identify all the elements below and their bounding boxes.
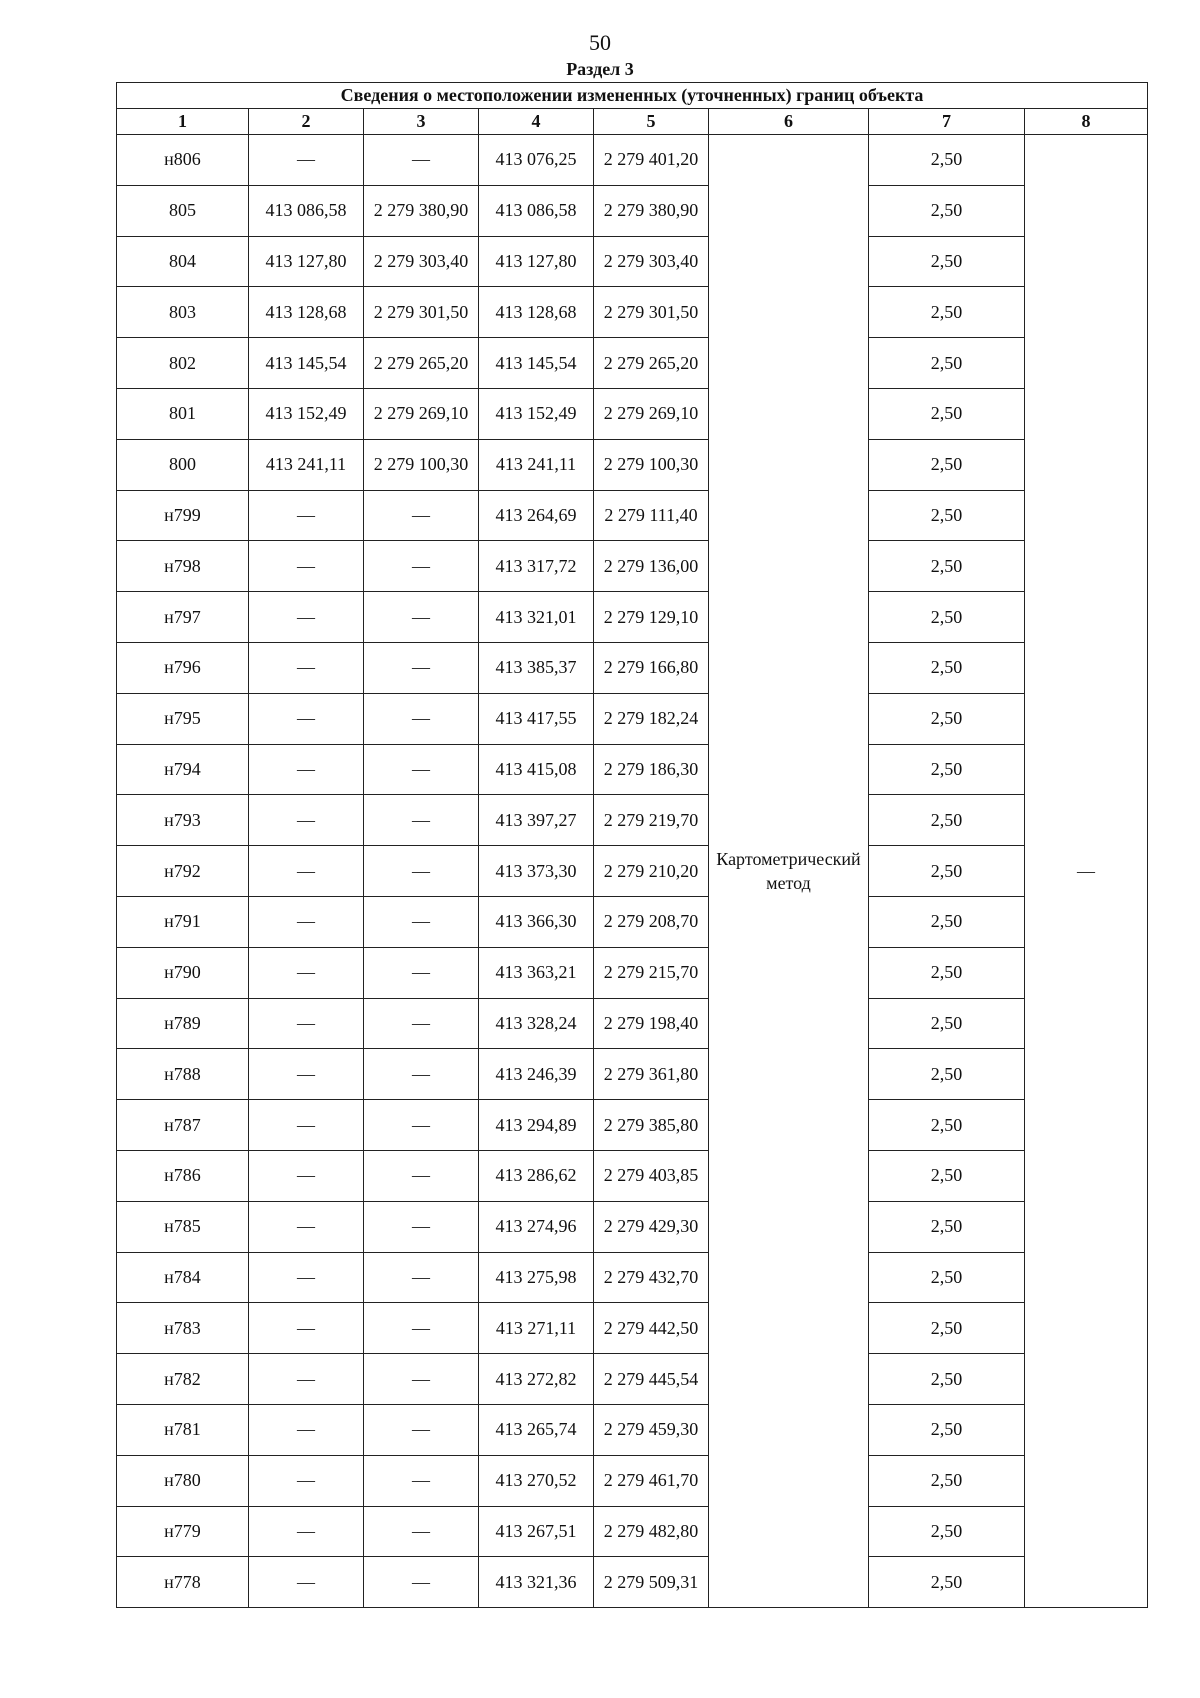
existing-x-cell: — bbox=[249, 1252, 364, 1303]
new-x-cell: 413 366,30 bbox=[479, 896, 594, 947]
accuracy-cell: 2,50 bbox=[869, 338, 1025, 389]
new-x-cell: 413 397,27 bbox=[479, 795, 594, 846]
new-y-cell: 2 279 461,70 bbox=[594, 1455, 709, 1506]
new-y-cell: 2 279 136,00 bbox=[594, 541, 709, 592]
new-x-cell: 413 267,51 bbox=[479, 1506, 594, 1557]
column-number-header: 7 bbox=[869, 109, 1025, 135]
new-y-cell: 2 279 432,70 bbox=[594, 1252, 709, 1303]
table-row bbox=[117, 896, 1148, 947]
point-number-cell: н794 bbox=[117, 744, 249, 795]
existing-x-cell: — bbox=[249, 1100, 364, 1151]
new-y-cell: 2 279 361,80 bbox=[594, 1049, 709, 1100]
accuracy-cell: 2,50 bbox=[869, 693, 1025, 744]
new-y-cell: 2 279 182,24 bbox=[594, 693, 709, 744]
existing-y-cell: — bbox=[364, 744, 479, 795]
existing-x-cell: — bbox=[249, 1404, 364, 1455]
new-y-cell: 2 279 269,10 bbox=[594, 388, 709, 439]
new-y-cell: 2 279 186,30 bbox=[594, 744, 709, 795]
existing-x-cell: 413 152,49 bbox=[249, 388, 364, 439]
accuracy-cell: 2,50 bbox=[869, 592, 1025, 643]
table-row bbox=[117, 693, 1148, 744]
existing-x-cell: — bbox=[249, 795, 364, 846]
existing-x-cell: — bbox=[249, 490, 364, 541]
new-y-cell: 2 279 403,85 bbox=[594, 1150, 709, 1201]
point-number-cell: н780 bbox=[117, 1455, 249, 1506]
new-x-cell: 413 317,72 bbox=[479, 541, 594, 592]
accuracy-cell: 2,50 bbox=[869, 1303, 1025, 1354]
point-number-cell: н783 bbox=[117, 1303, 249, 1354]
accuracy-cell: 2,50 bbox=[869, 1201, 1025, 1252]
new-y-cell: 2 279 301,50 bbox=[594, 287, 709, 338]
table-row bbox=[117, 439, 1148, 490]
table-row bbox=[117, 338, 1148, 389]
new-x-cell: 413 265,74 bbox=[479, 1404, 594, 1455]
column-number-header: 6 bbox=[709, 109, 869, 135]
new-x-cell: 413 321,36 bbox=[479, 1557, 594, 1608]
existing-x-cell: — bbox=[249, 1506, 364, 1557]
table-row bbox=[117, 998, 1148, 1049]
column8-cell: — bbox=[1025, 135, 1148, 1608]
existing-y-cell: 2 279 269,10 bbox=[364, 388, 479, 439]
existing-x-cell: — bbox=[249, 1049, 364, 1100]
accuracy-cell: 2,50 bbox=[869, 1150, 1025, 1201]
point-number-cell: н806 bbox=[117, 135, 249, 186]
point-number-cell: н792 bbox=[117, 846, 249, 897]
existing-y-cell: — bbox=[364, 1252, 479, 1303]
existing-x-cell: — bbox=[249, 1201, 364, 1252]
point-number-cell: н786 bbox=[117, 1150, 249, 1201]
new-y-cell: 2 279 459,30 bbox=[594, 1404, 709, 1455]
new-x-cell: 413 385,37 bbox=[479, 642, 594, 693]
existing-x-cell: — bbox=[249, 896, 364, 947]
accuracy-cell: 2,50 bbox=[869, 236, 1025, 287]
existing-x-cell: — bbox=[249, 947, 364, 998]
new-y-cell: 2 279 401,20 bbox=[594, 135, 709, 186]
accuracy-cell: 2,50 bbox=[869, 1557, 1025, 1608]
column-numbers-row bbox=[117, 109, 1148, 135]
existing-y-cell: — bbox=[364, 1201, 479, 1252]
point-number-cell: 801 bbox=[117, 388, 249, 439]
point-number-cell: н782 bbox=[117, 1354, 249, 1405]
new-y-cell: 2 279 219,70 bbox=[594, 795, 709, 846]
existing-y-cell: — bbox=[364, 642, 479, 693]
existing-y-cell: — bbox=[364, 592, 479, 643]
existing-y-cell: — bbox=[364, 1506, 479, 1557]
table-caption: Сведения о местоположении измененных (уточненных) границ объекта bbox=[117, 83, 1148, 109]
new-x-cell: 413 145,54 bbox=[479, 338, 594, 389]
existing-x-cell: — bbox=[249, 1455, 364, 1506]
table-row bbox=[117, 1201, 1148, 1252]
new-y-cell: 2 279 208,70 bbox=[594, 896, 709, 947]
point-number-cell: н796 bbox=[117, 642, 249, 693]
point-number-cell: н791 bbox=[117, 896, 249, 947]
new-x-cell: 413 417,55 bbox=[479, 693, 594, 744]
table-row bbox=[117, 1049, 1148, 1100]
existing-y-cell: 2 279 380,90 bbox=[364, 185, 479, 236]
table-row bbox=[117, 185, 1148, 236]
existing-x-cell: — bbox=[249, 1557, 364, 1608]
existing-y-cell: 2 279 265,20 bbox=[364, 338, 479, 389]
existing-x-cell: — bbox=[249, 642, 364, 693]
table-row bbox=[117, 592, 1148, 643]
accuracy-cell: 2,50 bbox=[869, 1100, 1025, 1151]
table-row bbox=[117, 795, 1148, 846]
new-y-cell: 2 279 442,50 bbox=[594, 1303, 709, 1354]
new-y-cell: 2 279 385,80 bbox=[594, 1100, 709, 1151]
existing-y-cell: — bbox=[364, 1100, 479, 1151]
existing-x-cell: — bbox=[249, 846, 364, 897]
existing-x-cell: — bbox=[249, 998, 364, 1049]
existing-x-cell: — bbox=[249, 541, 364, 592]
point-number-cell: н789 bbox=[117, 998, 249, 1049]
new-y-cell: 2 279 215,70 bbox=[594, 947, 709, 998]
new-x-cell: 413 270,52 bbox=[479, 1455, 594, 1506]
new-y-cell: 2 279 429,30 bbox=[594, 1201, 709, 1252]
existing-x-cell: 413 241,11 bbox=[249, 439, 364, 490]
table-row bbox=[117, 1404, 1148, 1455]
point-number-cell: н779 bbox=[117, 1506, 249, 1557]
column-number-header: 5 bbox=[594, 109, 709, 135]
table-row bbox=[117, 1354, 1148, 1405]
new-x-cell: 413 128,68 bbox=[479, 287, 594, 338]
new-y-cell: 2 279 210,20 bbox=[594, 846, 709, 897]
existing-x-cell: — bbox=[249, 1303, 364, 1354]
accuracy-cell: 2,50 bbox=[869, 1049, 1025, 1100]
accuracy-cell: 2,50 bbox=[869, 1506, 1025, 1557]
point-number-cell: н778 bbox=[117, 1557, 249, 1608]
accuracy-cell: 2,50 bbox=[869, 744, 1025, 795]
accuracy-cell: 2,50 bbox=[869, 896, 1025, 947]
table-row bbox=[117, 1100, 1148, 1151]
method-cell: Картометрический метод bbox=[709, 135, 869, 1608]
table-row bbox=[117, 1557, 1148, 1608]
new-y-cell: 2 279 100,30 bbox=[594, 439, 709, 490]
existing-y-cell: — bbox=[364, 1150, 479, 1201]
point-number-cell: н799 bbox=[117, 490, 249, 541]
new-x-cell: 413 415,08 bbox=[479, 744, 594, 795]
new-x-cell: 413 272,82 bbox=[479, 1354, 594, 1405]
table-row bbox=[117, 846, 1148, 897]
accuracy-cell: 2,50 bbox=[869, 439, 1025, 490]
new-y-cell: 2 279 482,80 bbox=[594, 1506, 709, 1557]
existing-y-cell: — bbox=[364, 693, 479, 744]
point-number-cell: н797 bbox=[117, 592, 249, 643]
new-x-cell: 413 241,11 bbox=[479, 439, 594, 490]
boundary-coordinates-table bbox=[116, 82, 1148, 1608]
accuracy-cell: 2,50 bbox=[869, 287, 1025, 338]
existing-x-cell: — bbox=[249, 135, 364, 186]
table-row bbox=[117, 287, 1148, 338]
existing-x-cell: — bbox=[249, 693, 364, 744]
existing-y-cell: — bbox=[364, 1404, 479, 1455]
point-number-cell: н787 bbox=[117, 1100, 249, 1151]
point-number-cell: 805 bbox=[117, 185, 249, 236]
new-x-cell: 413 271,11 bbox=[479, 1303, 594, 1354]
new-y-cell: 2 279 111,40 bbox=[594, 490, 709, 541]
column-number-header: 4 bbox=[479, 109, 594, 135]
table-row bbox=[117, 947, 1148, 998]
new-x-cell: 413 076,25 bbox=[479, 135, 594, 186]
accuracy-cell: 2,50 bbox=[869, 795, 1025, 846]
accuracy-cell: 2,50 bbox=[869, 1354, 1025, 1405]
new-y-cell: 2 279 509,31 bbox=[594, 1557, 709, 1608]
existing-x-cell: — bbox=[249, 1150, 364, 1201]
existing-y-cell: 2 279 303,40 bbox=[364, 236, 479, 287]
existing-x-cell: 413 128,68 bbox=[249, 287, 364, 338]
new-y-cell: 2 279 303,40 bbox=[594, 236, 709, 287]
table-row bbox=[117, 490, 1148, 541]
existing-y-cell: 2 279 100,30 bbox=[364, 439, 479, 490]
existing-y-cell: — bbox=[364, 1354, 479, 1405]
existing-y-cell: — bbox=[364, 947, 479, 998]
new-y-cell: 2 279 380,90 bbox=[594, 185, 709, 236]
new-x-cell: 413 286,62 bbox=[479, 1150, 594, 1201]
accuracy-cell: 2,50 bbox=[869, 135, 1025, 186]
accuracy-cell: 2,50 bbox=[869, 642, 1025, 693]
point-number-cell: н788 bbox=[117, 1049, 249, 1100]
existing-x-cell: — bbox=[249, 1354, 364, 1405]
existing-x-cell: — bbox=[249, 592, 364, 643]
existing-y-cell: — bbox=[364, 1455, 479, 1506]
table-row bbox=[117, 1506, 1148, 1557]
accuracy-cell: 2,50 bbox=[869, 947, 1025, 998]
new-x-cell: 413 275,98 bbox=[479, 1252, 594, 1303]
point-number-cell: 800 bbox=[117, 439, 249, 490]
accuracy-cell: 2,50 bbox=[869, 998, 1025, 1049]
existing-y-cell: — bbox=[364, 490, 479, 541]
accuracy-cell: 2,50 bbox=[869, 185, 1025, 236]
new-x-cell: 413 373,30 bbox=[479, 846, 594, 897]
point-number-cell: 804 bbox=[117, 236, 249, 287]
new-y-cell: 2 279 198,40 bbox=[594, 998, 709, 1049]
new-x-cell: 413 294,89 bbox=[479, 1100, 594, 1151]
new-x-cell: 413 246,39 bbox=[479, 1049, 594, 1100]
accuracy-cell: 2,50 bbox=[869, 490, 1025, 541]
existing-y-cell: — bbox=[364, 541, 479, 592]
column-number-header: 8 bbox=[1025, 109, 1148, 135]
table-row bbox=[117, 541, 1148, 592]
existing-y-cell: — bbox=[364, 896, 479, 947]
new-x-cell: 413 363,21 bbox=[479, 947, 594, 998]
accuracy-cell: 2,50 bbox=[869, 1252, 1025, 1303]
existing-y-cell: — bbox=[364, 998, 479, 1049]
page-number: 50 bbox=[589, 30, 611, 55]
existing-x-cell: 413 086,58 bbox=[249, 185, 364, 236]
new-y-cell: 2 279 166,80 bbox=[594, 642, 709, 693]
new-x-cell: 413 321,01 bbox=[479, 592, 594, 643]
point-number-cell: н785 bbox=[117, 1201, 249, 1252]
accuracy-cell: 2,50 bbox=[869, 388, 1025, 439]
table-row bbox=[117, 642, 1148, 693]
existing-x-cell: — bbox=[249, 744, 364, 795]
table-row bbox=[117, 1150, 1148, 1201]
column-number-header: 1 bbox=[117, 109, 249, 135]
existing-x-cell: 413 127,80 bbox=[249, 236, 364, 287]
table-row bbox=[117, 1455, 1148, 1506]
new-x-cell: 413 264,69 bbox=[479, 490, 594, 541]
table-row bbox=[117, 1303, 1148, 1354]
column-number-header: 2 bbox=[249, 109, 364, 135]
new-x-cell: 413 127,80 bbox=[479, 236, 594, 287]
table-row bbox=[117, 236, 1148, 287]
point-number-cell: н795 bbox=[117, 693, 249, 744]
existing-y-cell: — bbox=[364, 1557, 479, 1608]
existing-y-cell: 2 279 301,50 bbox=[364, 287, 479, 338]
table-row bbox=[117, 744, 1148, 795]
accuracy-cell: 2,50 bbox=[869, 1404, 1025, 1455]
point-number-cell: н793 bbox=[117, 795, 249, 846]
table-row bbox=[117, 135, 1148, 186]
existing-y-cell: — bbox=[364, 1049, 479, 1100]
section-title: Раздел 3 bbox=[566, 59, 634, 79]
accuracy-cell: 2,50 bbox=[869, 846, 1025, 897]
new-y-cell: 2 279 265,20 bbox=[594, 338, 709, 389]
existing-y-cell: — bbox=[364, 135, 479, 186]
existing-y-cell: — bbox=[364, 846, 479, 897]
point-number-cell: н790 bbox=[117, 947, 249, 998]
point-number-cell: 802 bbox=[117, 338, 249, 389]
new-x-cell: 413 328,24 bbox=[479, 998, 594, 1049]
new-x-cell: 413 152,49 bbox=[479, 388, 594, 439]
existing-y-cell: — bbox=[364, 1303, 479, 1354]
table-row bbox=[117, 1252, 1148, 1303]
existing-x-cell: 413 145,54 bbox=[249, 338, 364, 389]
table-body bbox=[117, 135, 1148, 1608]
point-number-cell: н781 bbox=[117, 1404, 249, 1455]
accuracy-cell: 2,50 bbox=[869, 541, 1025, 592]
point-number-cell: 803 bbox=[117, 287, 249, 338]
new-y-cell: 2 279 129,10 bbox=[594, 592, 709, 643]
point-number-cell: н784 bbox=[117, 1252, 249, 1303]
point-number-cell: н798 bbox=[117, 541, 249, 592]
accuracy-cell: 2,50 bbox=[869, 1455, 1025, 1506]
new-y-cell: 2 279 445,54 bbox=[594, 1354, 709, 1405]
new-x-cell: 413 086,58 bbox=[479, 185, 594, 236]
existing-y-cell: — bbox=[364, 795, 479, 846]
table-row bbox=[117, 388, 1148, 439]
column-number-header: 3 bbox=[364, 109, 479, 135]
new-x-cell: 413 274,96 bbox=[479, 1201, 594, 1252]
